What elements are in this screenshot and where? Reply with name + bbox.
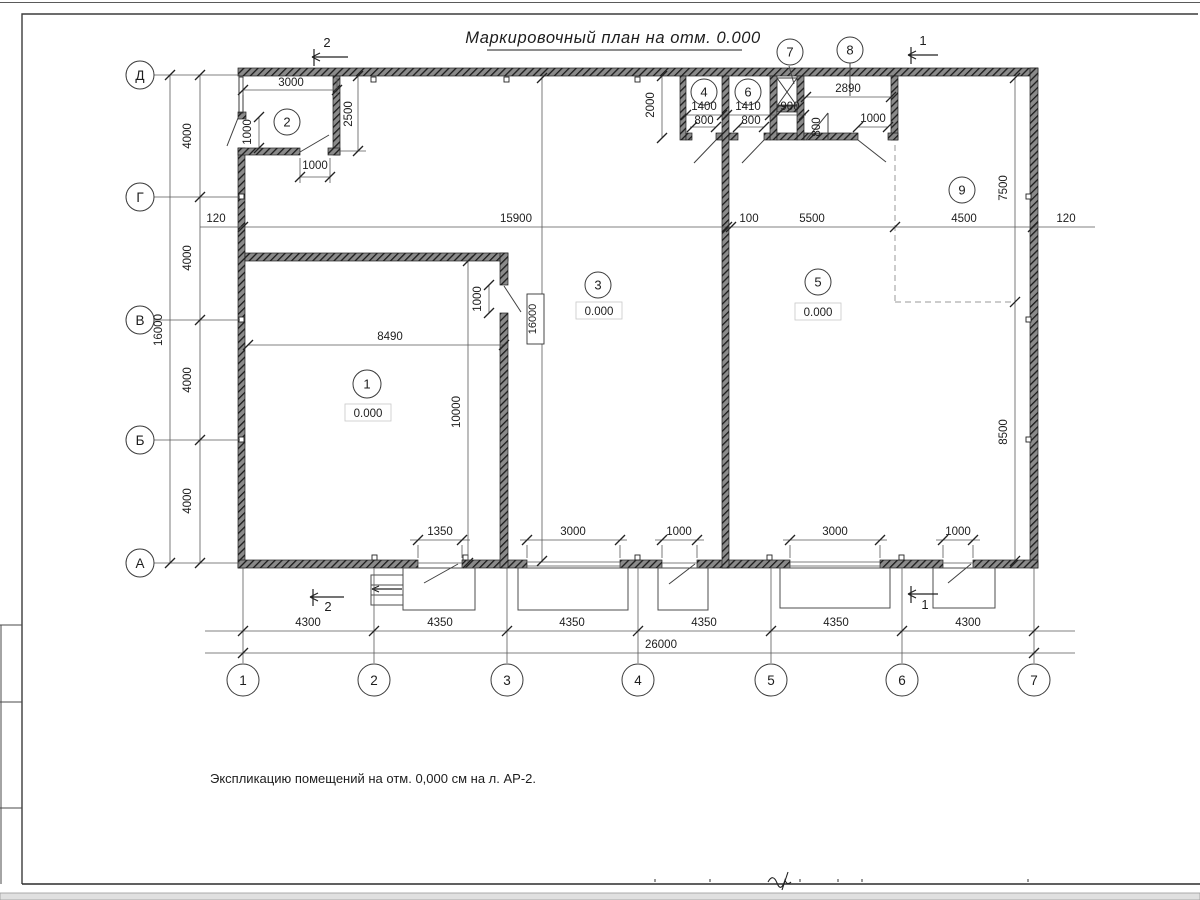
- dimension-label: 120: [206, 213, 226, 225]
- plan-details: [227, 63, 1013, 610]
- porch: [933, 568, 995, 608]
- dimension-label: 10000: [451, 396, 463, 428]
- wall-segment: [722, 76, 729, 568]
- dimension-label: 3000: [560, 526, 586, 538]
- porch: [658, 568, 708, 610]
- dimension-label: 1000: [945, 526, 971, 538]
- section-marker-label: 2: [324, 599, 332, 614]
- dimension-label: 4000: [182, 245, 194, 271]
- porch: [518, 568, 628, 610]
- wall-segment: [500, 313, 508, 568]
- axis-row-Г-label: Г: [136, 189, 144, 205]
- wall-segment: [238, 148, 300, 155]
- wall-segment: [238, 68, 1038, 76]
- elevation-label: 0.000: [584, 306, 614, 318]
- dimension-label: 5500: [799, 213, 825, 225]
- axis-col-1-label: 1: [239, 672, 247, 688]
- stairs-direction-arrow: [372, 586, 402, 592]
- wall-segment: [973, 560, 1038, 568]
- dimension-label: 2890: [835, 83, 861, 95]
- axis-col-5-label: 5: [767, 672, 775, 688]
- inner-frame: [22, 14, 1198, 884]
- wall-segment: [716, 133, 722, 140]
- dimension-label: 1400: [691, 101, 717, 113]
- wall-segment: [686, 133, 692, 140]
- dimension-label: 4500: [951, 213, 977, 225]
- wall-segment: [888, 133, 898, 140]
- axis-col-4-label: 4: [634, 672, 642, 688]
- dimension-ticks: [165, 70, 1039, 658]
- drawing-title: Маркировочный план на отм. 0.000: [465, 29, 761, 47]
- wall-segment: [462, 560, 527, 568]
- wall-segment: [770, 76, 777, 140]
- dimension-label: 2000: [645, 92, 657, 118]
- margin-boxes: [0, 625, 22, 884]
- dimension-label: 1000: [666, 526, 692, 538]
- section-marker-label: 1: [921, 597, 929, 612]
- elevation-label: 0.000: [803, 307, 833, 319]
- dimension-label: 2500: [343, 101, 355, 127]
- dimension-label: 1000: [472, 286, 484, 312]
- dimension-label: 4000: [182, 123, 194, 149]
- page-bottom-strip: [0, 893, 1200, 900]
- dimension-label: 800: [741, 115, 761, 127]
- dimension-label: 900: [780, 101, 800, 113]
- axis-col-3-label: 3: [503, 672, 511, 688]
- dimension-label: 1350: [427, 526, 453, 538]
- axis-row-Б-label: Б: [135, 432, 145, 448]
- room-marker-1-label: 1: [363, 376, 371, 392]
- dimension-label: 4300: [295, 617, 321, 629]
- dimension-label: 120: [1056, 213, 1076, 225]
- wall-segment: [238, 560, 418, 568]
- window-strip: [239, 77, 243, 113]
- dimension-lines: [154, 75, 1095, 663]
- axis-col-6-label: 6: [898, 672, 906, 688]
- wall-segment: [328, 148, 340, 155]
- dimension-label: 4350: [559, 617, 585, 629]
- axis-col-7-label: 7: [1030, 672, 1038, 688]
- room-marker-4-label: 4: [700, 84, 708, 100]
- wall-segment: [777, 133, 797, 140]
- wall-segment: [680, 76, 686, 140]
- wall-segment: [238, 148, 245, 568]
- dimension-label: 3000: [822, 526, 848, 538]
- dimension-label: 4350: [427, 617, 453, 629]
- room-marker-2-label: 2: [283, 114, 291, 130]
- room-marker-6-label: 6: [744, 84, 752, 100]
- dimension-label: 15900: [500, 213, 532, 225]
- sheet-frame: [0, 3, 1200, 900]
- wall-segment: [880, 560, 943, 568]
- note-text: Экспликацию помещений на отм. 0,000 см на л. АР-2.: [210, 771, 536, 786]
- dimension-label: 8500: [998, 419, 1010, 445]
- axis-row-А-label: А: [135, 555, 145, 571]
- wall-segment: [891, 76, 898, 140]
- dimension-label: 1000: [302, 160, 328, 172]
- section-marker-label: 2: [323, 35, 331, 50]
- dimension-label: 1000: [242, 119, 254, 145]
- dimension-label: 4300: [955, 617, 981, 629]
- handwritten-mark: [768, 872, 791, 890]
- room-marker-9-label: 9: [958, 182, 966, 198]
- elevation-label: 0.000: [353, 408, 383, 420]
- dimension-label: 4350: [691, 617, 717, 629]
- axis-row-В-label: В: [135, 312, 145, 328]
- dimension-label: 1410: [735, 101, 761, 113]
- dimension-label: 16000: [153, 314, 165, 346]
- dimension-label: 7500: [998, 175, 1010, 201]
- text-labels: [135, 33, 1075, 688]
- dimension-label: 4000: [182, 367, 194, 393]
- dimension-label: 26000: [645, 639, 677, 651]
- porch-steps: [371, 568, 995, 610]
- callout-marker-7-label: 7: [786, 44, 794, 60]
- boxed-dimension-label: 16000: [527, 303, 539, 335]
- dimension-label: 100: [739, 213, 759, 225]
- dimension-label: 800: [694, 115, 714, 127]
- wall-segment: [764, 133, 770, 140]
- stairs: [371, 575, 403, 605]
- dimension-label: 3000: [278, 77, 304, 89]
- door-swings: [227, 113, 971, 584]
- wall-segment: [500, 253, 508, 285]
- porch: [780, 568, 890, 608]
- callout-marker-8-label: 8: [846, 42, 854, 58]
- border-tickmarks: [655, 879, 1028, 882]
- dimension-label: 8490: [377, 331, 403, 343]
- dimension-label: 800: [811, 117, 823, 137]
- wall-segment: [697, 560, 790, 568]
- axis-col-2-label: 2: [370, 672, 378, 688]
- axis-row-Д-label: Д: [135, 67, 145, 83]
- room-marker-5-label: 5: [814, 274, 822, 290]
- section-cut-arrows: [310, 44, 938, 606]
- dimension-label: 1000: [860, 113, 886, 125]
- dimension-label: 4000: [182, 488, 194, 514]
- section-marker-label: 1: [919, 33, 927, 48]
- wall-segment: [729, 133, 738, 140]
- dimension-label: 4350: [823, 617, 849, 629]
- room-marker-3-label: 3: [594, 277, 602, 293]
- wall-segment: [620, 560, 662, 568]
